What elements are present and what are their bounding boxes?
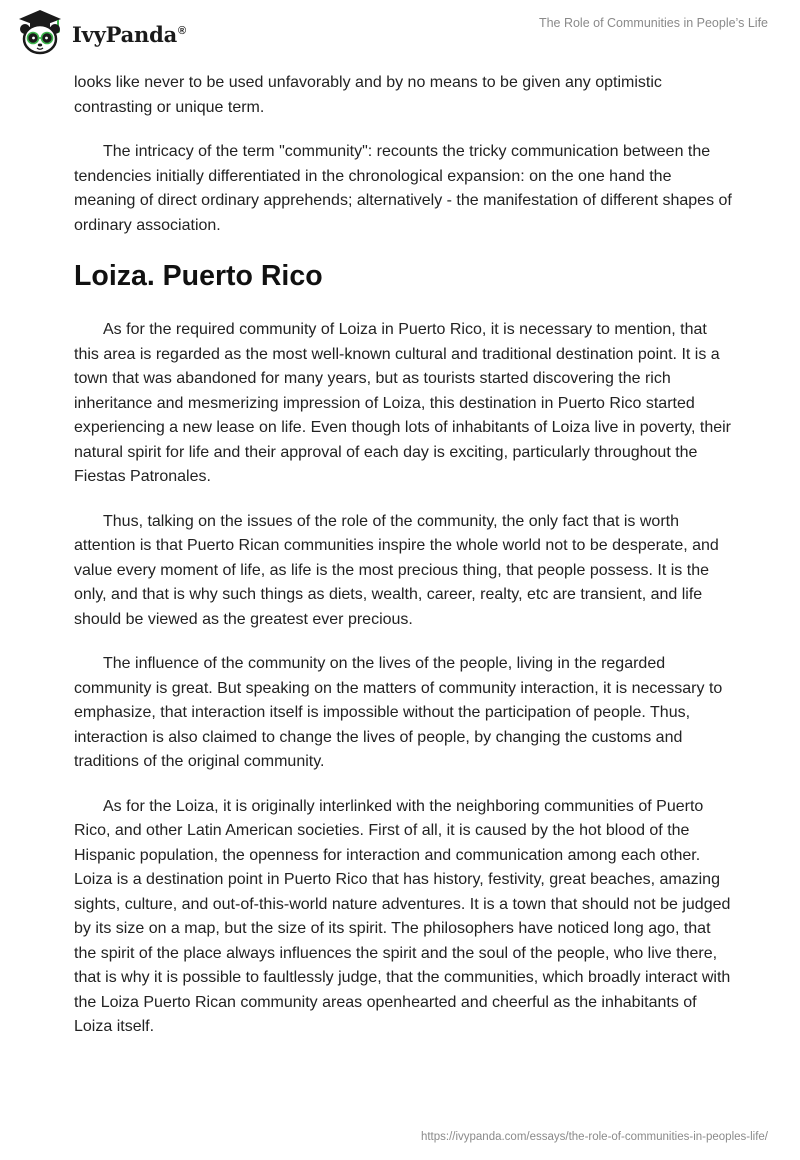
page-header [0, 0, 800, 60]
paragraph: looks like never to be used unfavorably and by no means to be given any optimistic contrasting or unique term. [74, 74, 662, 116]
brand-logo[interactable] [14, 8, 186, 56]
paragraph: The influence of the community on the lives of the people, living in the regarded community is great. But speaking on the matters of community interaction, it is necessary to emphasize, that interaction itself is impossible without the participation of people. Thus, interaction is also claimed to change the lives of people, by changing the customs and traditions of the original community. [74, 655, 723, 770]
paragraph: As for the Loiza, it is originally interlinked with the neighboring communities of Puerto Rico, and other Latin American societies. First of all, it is caused by the hot blood of the Hispanic population, the openness for interaction and communication among each other. Loiza is a destination point in Puerto Rico that has history, festivity, great beaches, amazing sights, culture, and out-of-this-world nature adventures. It is a town that should not be judged by its size on a map, but the size of its spirit. The philosophers have noticed long ago, that the spirit of the place always influences the spirit and the soul of the people, who live there, that is why it is possible to faultlessly judge, that the communities, which broadly interact with the Loiza Puerto Rican community areas openhearted and cheerful as the inhabitants of Loiza itself. [74, 797, 731, 1035]
paragraph: Thus, talking on the issues of the role of the community, the only fact that is worth attention is that Puerto Rican communities inspire the whole world not to be desperate, and value every moment of life, as life is the most precious thing, that people possess. It is the only, and that is why such things as diets, wealth, career, realty, etc are transient, and life should be viewed as the greatest ever precious. [74, 512, 719, 628]
paragraph: As for the required community of Loiza in Puerto Rico, it is necessary to mention, that this area is regarded as the most well-known cultural and traditional destination point. It is a town that was abandoned for many years, but as tourists started discovering the rich inheritance and mesmerizing impression of Loiza, this destination in Puerto Rico started experiencing a new lease on life. Even though lots of inhabitants of Loiza live in poverty, their natural spirit for life and their approval of each day is exciting, particularly throughout the Fiestas Patronales. [74, 321, 731, 485]
section-heading: Loiza. Puerto Rico [74, 260, 323, 292]
source-url[interactable]: https://ivypanda.com/essays/the-role-of-communities-in-peoples-life/ [420, 1131, 768, 1143]
article-body [74, 71, 734, 1060]
brand-name: IvyPanda® [72, 21, 186, 47]
document-title: The Role of Communities in People’s Life [538, 16, 768, 30]
paragraph: The intricacy of the term "community": recounts the tricky communication between the tendencies initially differentiated in the chronological expansion: on the one hand the meaning of direct ordinary apprehends; alternatively - the manifestation of different shapes of ordinary association. [74, 143, 732, 234]
registered-mark: ® [178, 24, 186, 37]
panda-graduate-logo-icon [14, 8, 66, 56]
